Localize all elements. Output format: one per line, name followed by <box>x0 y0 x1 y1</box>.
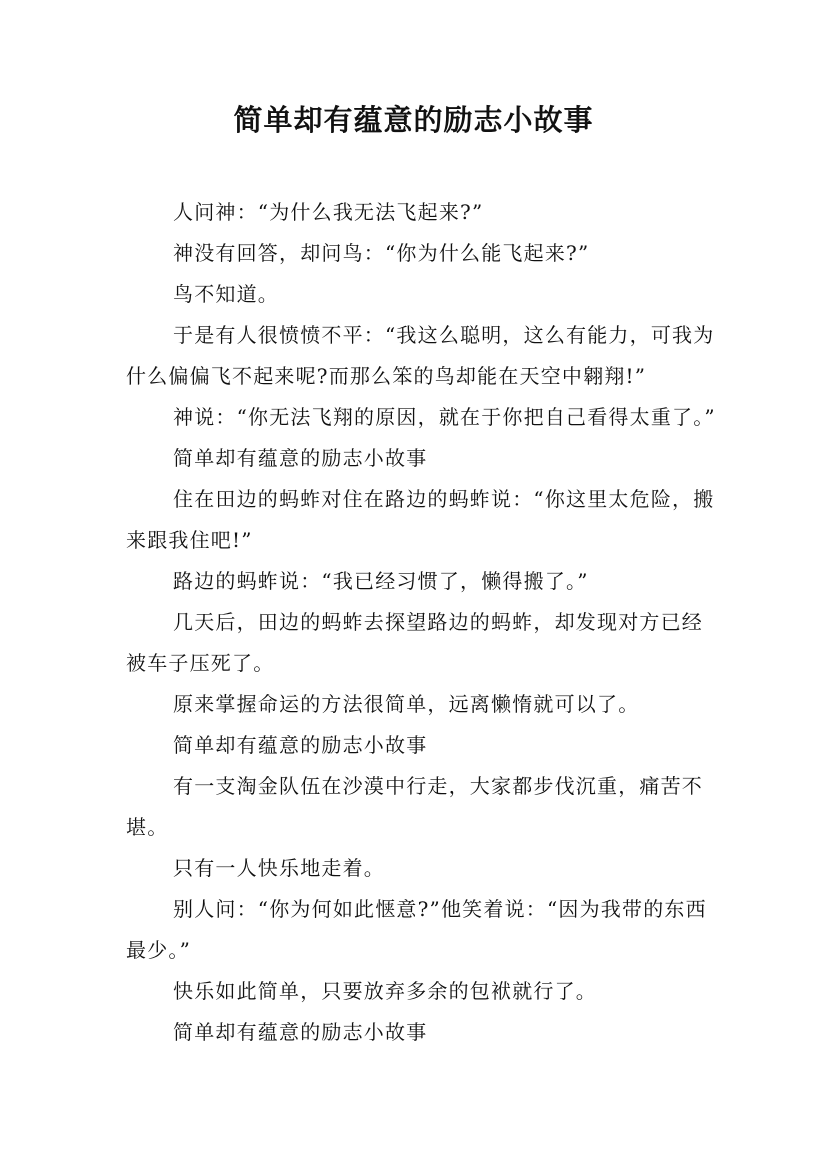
paragraph-12: 别人问：“你为何如此惬意?”他笑着说：“因为我带的东西最少。” <box>126 897 707 962</box>
section-heading-3: 简单却有蕴意的励志小故事 <box>173 1020 428 1044</box>
paragraph-10: 有一支淘金队伍在沙漠中行走，大家都步伐沉重，痛苦不堪。 <box>126 774 703 839</box>
section-heading-2: 简单却有蕴意的励志小故事 <box>173 733 428 757</box>
paragraph-4: 于是有人很愤愤不平：“我这么聪明，这么有能力，可我为什么偏偏飞不起来呢?而那么笨的鸟却能在天空中翱翔!” <box>126 323 715 388</box>
paragraph-3: 鸟不知道。 <box>173 282 279 306</box>
paragraph-13: 快乐如此简单，只要放弃多余的包袱就行了。 <box>173 979 597 1003</box>
paragraph-7: 路边的蚂蚱说：“我已经习惯了，懒得搬了。” <box>173 569 589 593</box>
paragraph-1: 人问神：“为什么我无法飞起来?” <box>173 200 484 224</box>
paragraph-5: 神说：“你无法飞翔的原因，就在于你把自己看得太重了。” <box>173 405 716 429</box>
document-title: 简单却有蕴意的励志小故事 <box>233 103 594 137</box>
document-body <box>126 192 716 1053</box>
paragraph-9: 原来掌握命运的方法很简单，远离懒惰就可以了。 <box>173 692 640 716</box>
paragraph-11: 只有一人快乐地走着。 <box>173 856 385 880</box>
paragraph-2: 神没有回答，却问鸟：“你为什么能飞起来?” <box>173 241 590 265</box>
paragraph-8: 几天后，田边的蚂蚱去探望路边的蚂蚱，却发现对方已经被车子压死了。 <box>126 610 703 675</box>
paragraph-6: 住在田边的蚂蚱对住在路边的蚂蚱说：“你这里太危险，搬来跟我住吧!” <box>126 487 715 552</box>
section-heading-1: 简单却有蕴意的励志小故事 <box>173 446 428 470</box>
